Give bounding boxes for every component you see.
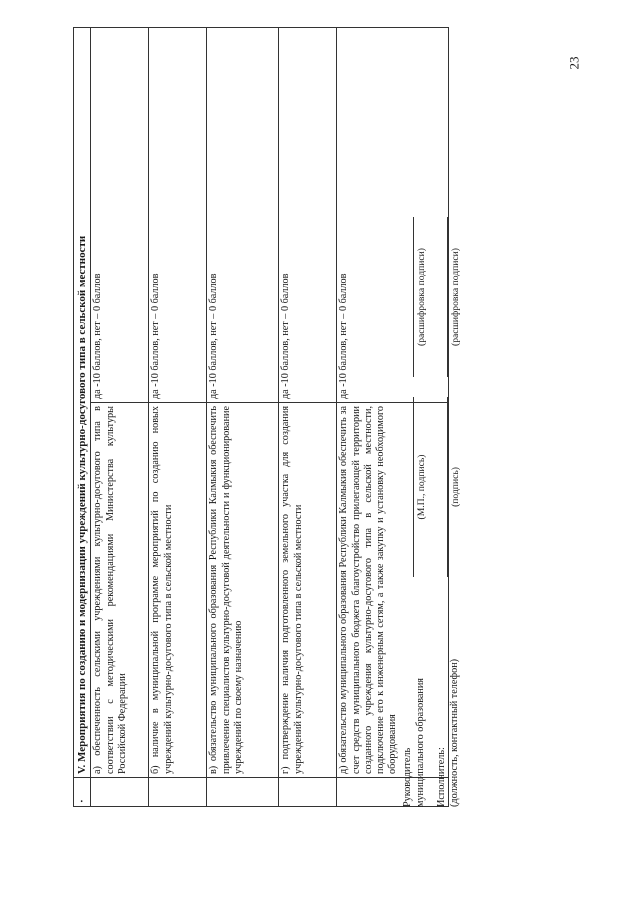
head-label: Руководитель муниципального образования xyxy=(402,678,426,807)
section-header-row xyxy=(74,28,91,807)
row-marker: · xyxy=(74,778,91,807)
exec-decode-line: (расшифровка подписи) xyxy=(447,217,462,377)
criteria-table xyxy=(73,27,449,807)
criterion-cell: б) наличие в муниципальной программе мероприятий по созданию новых учреждений культурно-досугового типа в сельской местности xyxy=(149,403,207,778)
criterion-cell: в) обязательство муниципального образования Республики Калмыкия обеспечить привлечение специалистов культурно-досуговой деятельности и функционирование учреждений по своему назначению xyxy=(207,403,279,778)
head-sign-line: (М.П., подпись) xyxy=(413,397,428,577)
head-decode-line: (расшифровка подписи) xyxy=(413,217,428,377)
criterion-cell: д) обязательство муниципального образования Республики Калмыкия обеспечить за счет средств муниципального бюджета благоустройство прилегающей территории созданного учреждения культурно-досугового типа в сельской местности, подключение его к инженерным сетям, а также закупку и установку необходимого оборудования xyxy=(337,403,449,778)
score-cell: да -10 баллов, нет – 0 баллов xyxy=(91,28,149,403)
score-cell: да -10 баллов, нет – 0 баллов xyxy=(149,28,207,403)
exec-label: Исполнитель: (должность, контактный телефон) xyxy=(436,658,460,807)
table-row xyxy=(337,28,449,807)
criterion-cell: г) подтверждение наличия подготовленного земельного участка для создания учреждений культурно-досугового типа в сельской местности xyxy=(279,403,337,778)
exec-sign-line: (подпись) xyxy=(447,397,462,577)
section-title: V. Мероприятия по созданию и модернизации учреждений культурно-досугового типа в сельской местности xyxy=(74,28,91,778)
score-cell: да -10 баллов, нет – 0 баллов xyxy=(337,28,449,403)
score-cell: да -10 баллов, нет – 0 баллов xyxy=(207,28,279,403)
score-cell: да -10 баллов, нет – 0 баллов xyxy=(279,28,337,403)
table-row xyxy=(279,28,337,807)
rotated-page-content xyxy=(73,27,461,807)
page-number: 23 xyxy=(566,56,582,70)
table-row xyxy=(207,28,279,807)
table-row xyxy=(149,28,207,807)
table-row xyxy=(91,28,149,807)
criterion-cell: а) обеспеченность сельскими учреждениями культурно-досугового типа в соответствии с методическими рекомендациями Министерства культуры Российской Федерации xyxy=(91,403,149,778)
